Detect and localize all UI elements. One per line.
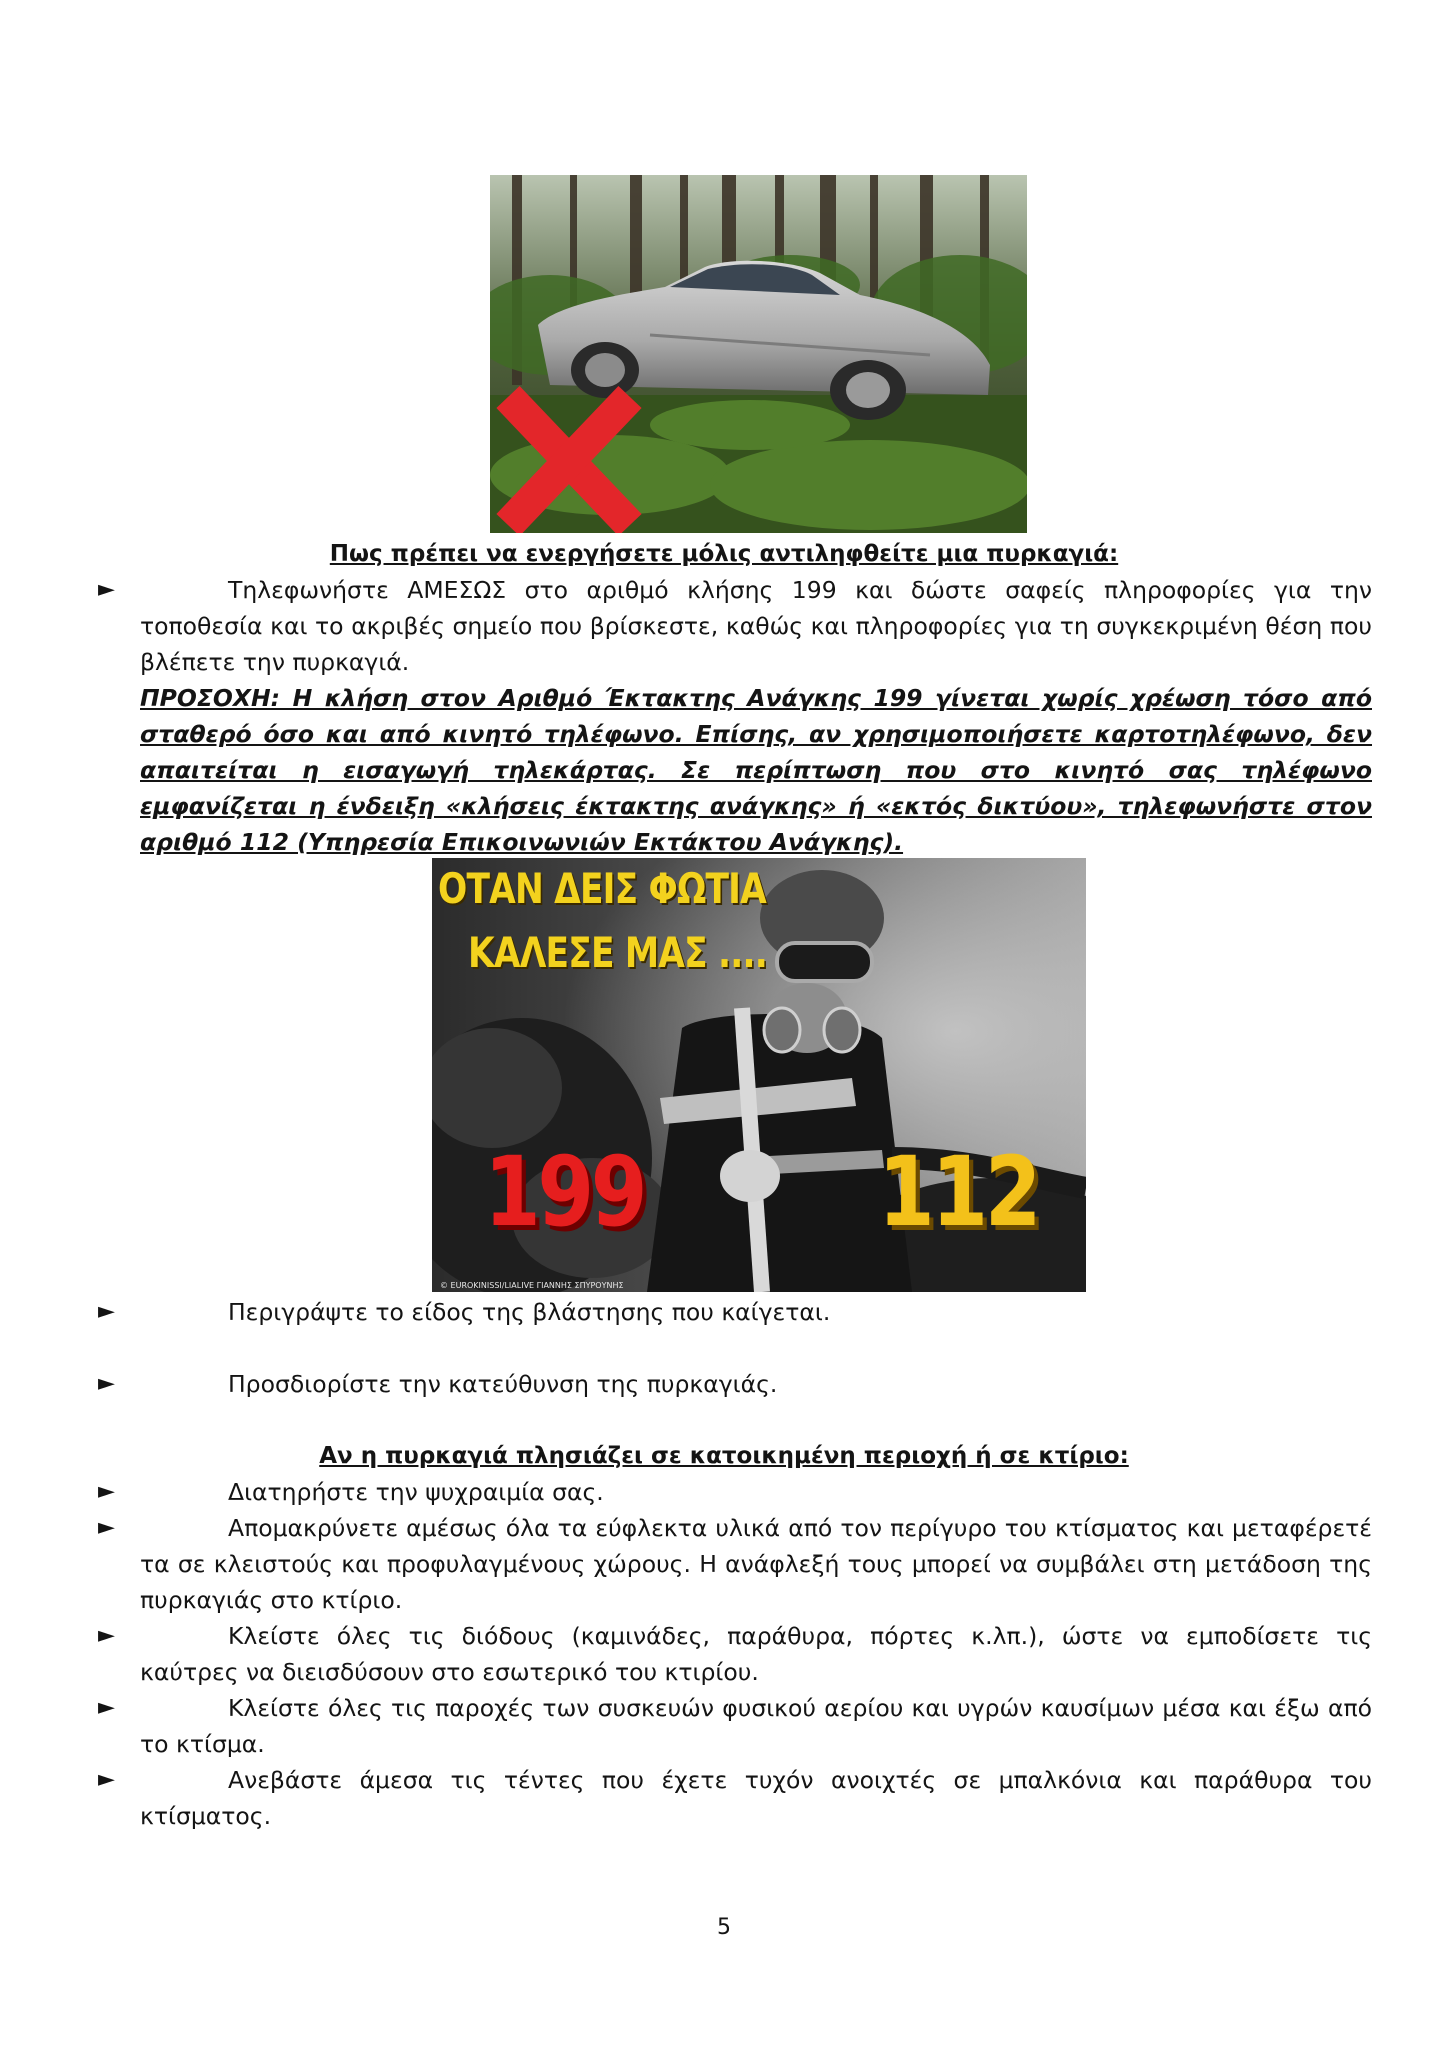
- emergency-notice: ΠΡΟΣΟΧΗ: Η κλήση στον Αριθμό Έκτακτης Ανάγκης 199 γίνεται χωρίς χρέωση τόσο από σταθερό όσο και από κινητό τηλέφωνο. Επίσης, αν χρησιμοποιήσετε καρτοτηλέφωνο, δεν απαιτείται η εισαγωγή τηλεκάρτας. Σε περίπτωση που στο κινητό σας τηλέφωνο εμφανίζεται η ένδειξη «κλήσεις έκτακτης ανάγκης» ή «εκτός δικτύου», τηλεφωνήστε στον αριθμό 112 (Υπηρεσία Επικοινωνιών Εκτάκτου Ανάγκης).: [140, 684, 1372, 856]
- bullet-marker-icon: ►: [98, 1767, 115, 1792]
- photo-credit: © EUROKINISSI/LIALIVE ΓΙΑΝΝΗΣ ΣΠΥΡΟΥΝΗΣ: [440, 1281, 624, 1290]
- poster-slogan-line1: ΟΤΑΝ ΔΕΙΣ ΦΩΤΙΑ: [438, 864, 766, 913]
- bullet-marker-icon: ►: [98, 1623, 115, 1648]
- emergency-number-199: 199: [484, 1136, 645, 1248]
- list-item-text: Προσδιορίστε την κατεύθυνση της πυρκαγιάς.: [228, 1370, 778, 1398]
- bullet-marker-icon: ►: [98, 577, 115, 602]
- list-item-text: Κλείστε όλες τις παροχές των συσκευών φυσικού αερίου και υγρών καυσίμων μέσα και έξω από το κτίσμα.: [140, 1694, 1372, 1758]
- list-item-text: Τηλεφωνήστε ΑΜΕΣΩΣ στο αριθμό κλήσης 199 και δώστε σαφείς πληροφορίες για την τοποθεσία και το ακριβές σημείο που βρίσκεστε, καθώς και πληροφορίες για τη συγκεκριμένη θέση που βλέπετε την πυρκαγιά.: [140, 576, 1372, 676]
- poster-slogan-line2: ΚΑΛΕΣΕ ΜΑΣ ....: [468, 928, 768, 977]
- section-heading-fire-near-building: Αν η πυρκαγιά πλησιάζει σε κατοικημένη περιοχή ή σε κτίριο:: [319, 1443, 1129, 1469]
- list-item-text: Κλείστε όλες τις διόδους (καμινάδες, παράθυρα, πόρτες κ.λπ.), ώστε να εμποδίσετε τις καύτρες να διεισδύσουν στο εσωτερικό του κτιρίου.: [140, 1622, 1372, 1686]
- car-in-forest-photo: [490, 175, 1027, 533]
- list-item-text: Απομακρύνετε αμέσως όλα τα εύφλεκτα υλικά από τον περίγυρο του κτίσματος και μεταφέρετέ τα σε κλειστούς και προφυλαγμένους χώρους. Η ανάφλεξή τους μπορεί να συμβάλει στη μετάδοση της πυρκαγιάς στο κτίριο.: [140, 1514, 1372, 1614]
- list-item-text: Διατηρήστε την ψυχραιμία σας.: [228, 1478, 604, 1506]
- bullet-marker-icon: ►: [98, 1371, 115, 1396]
- bullet-marker-icon: ►: [98, 1479, 115, 1504]
- emergency-number-112: 112: [878, 1136, 1039, 1248]
- bullet-marker-icon: ►: [98, 1515, 115, 1540]
- list-item-text: Περιγράψτε το είδος της βλάστησης που καίγεται.: [228, 1298, 831, 1326]
- bullet-marker-icon: ►: [98, 1299, 115, 1324]
- firefighter-poster: [432, 858, 1086, 1292]
- bullet-marker-icon: ►: [98, 1695, 115, 1720]
- section-heading-detect-fire: Πως πρέπει να ενεργήσετε μόλις αντιληφθείτε μια πυρκαγιά:: [329, 541, 1119, 567]
- list-item-text: Ανεβάστε άμεσα τις τέντες που έχετε τυχόν ανοιχτές σε μπαλκόνια και παράθυρα του κτίσματος.: [140, 1766, 1372, 1830]
- page-number: 5: [717, 1915, 731, 1940]
